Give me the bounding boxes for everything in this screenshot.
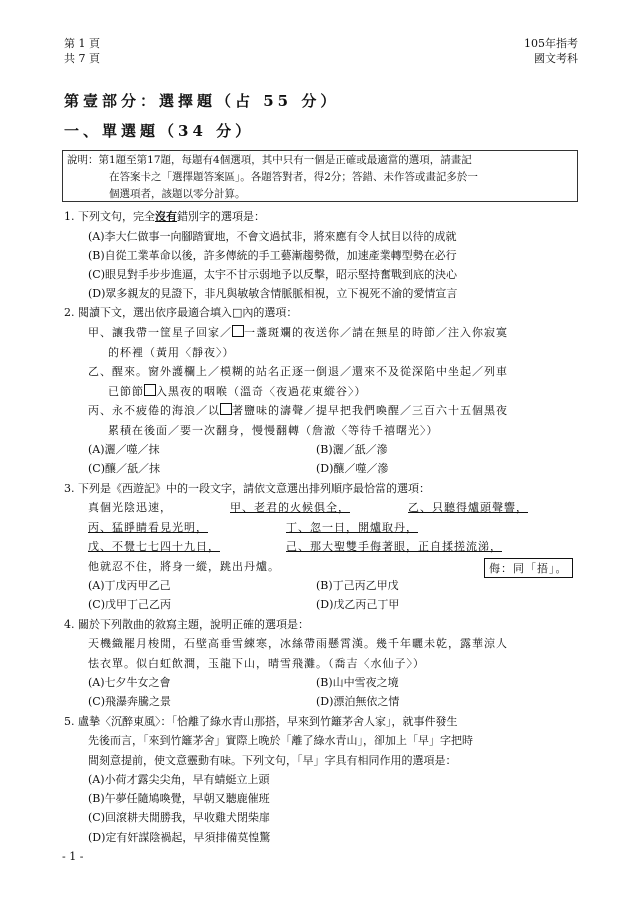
q3-segment-wu: 戊、不覺七七四十九日， — [88, 540, 220, 553]
q3-passage-line: 他就忍不住，將身一縱，跳出丹爐。 — [88, 560, 280, 573]
q4-passage-line: 天機織罷月梭閒，石壁高垂雪練寒，冰絲帶雨懸霄漢。幾千年曬未乾，露華涼人 — [88, 637, 508, 650]
subject-name: 國文考科 — [534, 52, 578, 65]
q4-option-a: (A)七夕牛女之會 — [88, 676, 171, 689]
q5-option-c: (C)回滾耕夫閒勝我，早收雞犬閉柴扉 — [88, 811, 270, 824]
page-footer: - 1 - — [62, 850, 84, 863]
q3-segment-bing: 丙、猛睜睛看見光明， — [88, 521, 208, 534]
q2-option-a: (A)灑／噬／抹 — [88, 443, 160, 456]
emphasis-text: 沒有 — [155, 210, 177, 223]
question-2-stem: 2. 閱讀下文，選出依序最適合填入□內的選項： — [64, 306, 298, 319]
q3-segment-ding: 丁、忽一日，開爐取丹， — [286, 521, 418, 534]
q3-option-c: (C)戊甲丁己乙丙 — [88, 598, 171, 611]
q2-passage-line: 乙、醒來。窗外護欄上／模糊的站名正逐一倒退／還來不及從深陷中坐起／列車 — [88, 365, 508, 378]
blank-box — [220, 403, 232, 415]
q3-segment-ji: 己、那大聖雙手侮著眼，正自揉搓流涕， — [286, 540, 502, 553]
question-4-stem: 4. 關於下列散曲的敘寫主題，說明正確的選項是： — [64, 618, 309, 631]
q3-option-d: (D)戊乙丙己丁甲 — [316, 598, 400, 611]
q3-segment-yi: 乙、只聽得爐頭聲響， — [408, 501, 528, 514]
stem-text: 1. 下列文句，完全 — [64, 210, 155, 223]
q1-option-b: (B)自從工業革命以後，許多傳統的手工藝漸趨勢微，加速產業轉型勢在必行 — [88, 249, 457, 262]
instructions-box — [62, 150, 578, 202]
question-5-stem: 間刻意提前，使文意靈動有味。下列文句，「早」字具有相同作用的選項是： — [88, 754, 457, 767]
passage-text: 著鹽味的濤聲／提早把我們喚醒／三百六十五個黑夜 — [232, 404, 508, 417]
instructions-line: 說明：第1題至第17題，每題有4個選項，其中只有一個是正確或最適當的選項，請畫記 — [67, 154, 472, 166]
q1-option-c: (C)眼見對手步步進逼，太宇不甘示弱地予以反擊，昭示堅持奮戰到底的決心 — [88, 268, 457, 281]
q1-option-d: (D)眾多親友的見證下，非凡與敏敏含情脈脈相視，立下視死不渝的愛情宣言 — [88, 287, 458, 300]
total-pages: 共 7 頁 — [64, 52, 100, 65]
q2-passage-line: 累積在後面／要一次翻身，慢慢翻轉（詹澈〈等待千禧曙光〉） — [108, 424, 439, 437]
q4-option-b: (B)山中雪夜之境 — [316, 676, 399, 689]
q2-passage-line — [108, 384, 367, 399]
q5-option-d: (D)定有奸謀陰禍起，早須排備莫惶驚 — [88, 831, 271, 844]
question-3-stem: 3. 下列是《西遊記》中的一段文字，請依文意選出排列順序最恰當的選項： — [64, 482, 430, 495]
q4-passage-line: 怯衣單。似白虹飲澗，玉龍下山，晴雪飛灘。（喬吉〈水仙子〉） — [88, 657, 425, 670]
q4-option-c: (C)飛瀑奔騰之景 — [88, 695, 171, 708]
instructions-line: 在答案卡之「選擇題答案區」。各題答對者，得2分；答錯、未作答或畫記多於一 — [109, 171, 478, 183]
q3-option-a: (A)丁戊丙甲乙己 — [88, 579, 171, 592]
q2-option-d: (D)釀／噬／滲 — [316, 462, 389, 475]
q4-option-d: (D)漂泊無依之情 — [316, 695, 400, 708]
question-5-stem: 先後而言，「來到竹籬茅舍」實際上晚於「離了綠水青山」，卻加上「早」字把時 — [88, 734, 473, 747]
passage-text: 丙、永不疲倦的海浪／以 — [88, 404, 220, 417]
q2-passage-line — [88, 403, 508, 418]
exam-name: 105年指考 — [524, 37, 578, 50]
question-5-stem: 5. 盧摯〈沉醉東風〉：「恰離了綠水青山那搭，早來到竹籬茅舍人家」，就事件發生 — [64, 715, 458, 728]
passage-text: 甲、讓我帶一筐星子回家／ — [88, 326, 232, 339]
section-title: 一、單選題（34 分） — [64, 122, 255, 140]
part-title: 第壹部分：選擇題（占 55 分） — [64, 92, 340, 110]
blank-box — [232, 325, 244, 337]
instructions-line: 個選項者，該題以零分計算。 — [109, 188, 246, 200]
q3-passage-line: 真個光陰迅速， — [88, 501, 172, 514]
q3-segment-jia: 甲、老君的火候俱全， — [230, 501, 350, 514]
q2-passage-line: 的杯裡（黃用〈靜夜〉） — [108, 346, 235, 359]
q5-option-b: (B)午夢任隨鳩喚覺，早朝又聽鹿催班 — [88, 792, 270, 805]
q2-passage-line — [88, 325, 508, 340]
passage-text: 一盞斑斕的夜送你／請在無星的時節／注入你寂寞 — [244, 326, 508, 339]
q2-option-c: (C)釀／舐／抹 — [88, 462, 160, 475]
q1-option-a: (A)李大仁做事一向腳踏實地，不會文過拭非，將來應有令人拭目以待的成就 — [88, 230, 457, 243]
page-number: 第 1 頁 — [64, 37, 100, 50]
blank-box — [144, 384, 156, 396]
stem-text: 錯別字的選項是： — [177, 210, 265, 223]
passage-text: 入黑夜的咽喉（溫奇〈夜過花東縱谷〉） — [156, 385, 367, 398]
question-1-stem — [64, 209, 265, 224]
gloss-note: 侮：同「捂」。 — [484, 558, 573, 578]
q3-option-b: (B)丁己丙乙甲戊 — [316, 579, 399, 592]
q2-option-b: (B)灑／舐／滲 — [316, 443, 388, 456]
q5-option-a: (A)小荷才露尖尖角，早有蜻蜓立上頭 — [88, 773, 270, 786]
passage-text: 已節節 — [108, 385, 144, 398]
